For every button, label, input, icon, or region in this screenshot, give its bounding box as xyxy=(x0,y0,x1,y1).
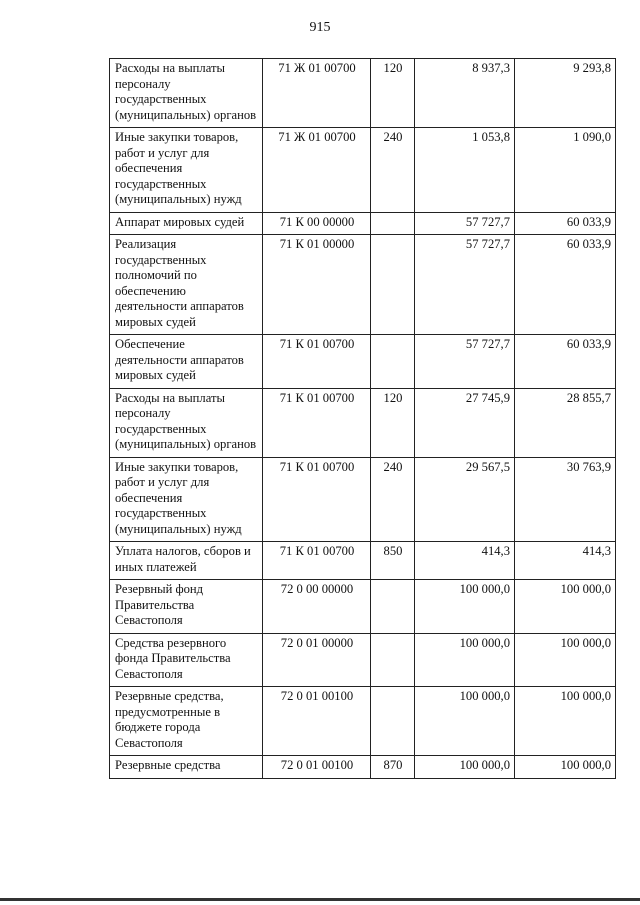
cell-year2: 28 855,7 xyxy=(515,388,616,457)
cell-type: 870 xyxy=(371,756,415,779)
cell-year2: 60 033,9 xyxy=(515,212,616,235)
table-row xyxy=(110,335,616,389)
cell-year2: 414,3 xyxy=(515,542,616,580)
cell-code: 71 Ж 01 00700 xyxy=(263,128,371,213)
budget-table xyxy=(109,58,616,779)
cell-type xyxy=(371,633,415,687)
table-body xyxy=(110,59,616,779)
cell-type xyxy=(371,687,415,756)
cell-name: Иные закупки товаров, работ и услуг для обеспечения государственных (муниципальных) нужд xyxy=(110,457,263,542)
cell-year2: 1 090,0 xyxy=(515,128,616,213)
cell-code: 71 К 00 00000 xyxy=(263,212,371,235)
cell-year2: 9 293,8 xyxy=(515,59,616,128)
cell-year2: 60 033,9 xyxy=(515,235,616,335)
cell-type xyxy=(371,235,415,335)
cell-code: 71 К 01 00000 xyxy=(263,235,371,335)
cell-code: 72 0 01 00100 xyxy=(263,687,371,756)
cell-type: 240 xyxy=(371,128,415,213)
cell-year2: 60 033,9 xyxy=(515,335,616,389)
cell-year1: 100 000,0 xyxy=(415,756,515,779)
cell-code: 71 Ж 01 00700 xyxy=(263,59,371,128)
cell-year2: 100 000,0 xyxy=(515,756,616,779)
cell-name: Резервные средства xyxy=(110,756,263,779)
cell-code: 71 К 01 00700 xyxy=(263,457,371,542)
table-row xyxy=(110,542,616,580)
cell-year1: 27 745,9 xyxy=(415,388,515,457)
table-row xyxy=(110,212,616,235)
cell-year1: 57 727,7 xyxy=(415,212,515,235)
cell-type: 240 xyxy=(371,457,415,542)
cell-year1: 414,3 xyxy=(415,542,515,580)
table-row xyxy=(110,59,616,128)
cell-type: 120 xyxy=(371,59,415,128)
cell-year2: 100 000,0 xyxy=(515,633,616,687)
cell-type xyxy=(371,335,415,389)
table-row xyxy=(110,580,616,634)
table-row xyxy=(110,388,616,457)
cell-type xyxy=(371,212,415,235)
cell-name: Аппарат мировых судей xyxy=(110,212,263,235)
cell-year1: 100 000,0 xyxy=(415,633,515,687)
table-row xyxy=(110,128,616,213)
cell-name: Обеспечение деятельности аппаратов мировых судей xyxy=(110,335,263,389)
cell-name: Расходы на выплаты персоналу государственных (муниципальных) органов xyxy=(110,388,263,457)
cell-name: Расходы на выплаты персоналу государственных (муниципальных) органов xyxy=(110,59,263,128)
cell-code: 71 К 01 00700 xyxy=(263,542,371,580)
cell-code: 71 К 01 00700 xyxy=(263,335,371,389)
cell-name: Уплата налогов, сборов и иных платежей xyxy=(110,542,263,580)
cell-name: Резервный фонд Правительства Севастополя xyxy=(110,580,263,634)
cell-code: 71 К 01 00700 xyxy=(263,388,371,457)
table-row xyxy=(110,633,616,687)
cell-year1: 8 937,3 xyxy=(415,59,515,128)
cell-name: Средства резервного фонда Правительства Севастополя xyxy=(110,633,263,687)
cell-type: 850 xyxy=(371,542,415,580)
cell-name: Иные закупки товаров, работ и услуг для обеспечения государственных (муниципальных) нужд xyxy=(110,128,263,213)
table-row xyxy=(110,687,616,756)
cell-year1: 100 000,0 xyxy=(415,687,515,756)
cell-name: Реализация государственных полномочий по обеспечению деятельности аппаратов мировых судей xyxy=(110,235,263,335)
page-number: 915 xyxy=(309,20,331,35)
table-row xyxy=(110,756,616,779)
cell-code: 72 0 01 00100 xyxy=(263,756,371,779)
cell-code: 72 0 01 00000 xyxy=(263,633,371,687)
page-edge-line xyxy=(0,898,640,901)
cell-year2: 30 763,9 xyxy=(515,457,616,542)
cell-name: Резервные средства, предусмотренные в бюджете города Севастополя xyxy=(110,687,263,756)
cell-year1: 57 727,7 xyxy=(415,235,515,335)
cell-type: 120 xyxy=(371,388,415,457)
table-row xyxy=(110,235,616,335)
cell-year2: 100 000,0 xyxy=(515,687,616,756)
cell-code: 72 0 00 00000 xyxy=(263,580,371,634)
cell-type xyxy=(371,580,415,634)
cell-year2: 100 000,0 xyxy=(515,580,616,634)
table-row xyxy=(110,457,616,542)
cell-year1: 57 727,7 xyxy=(415,335,515,389)
cell-year1: 29 567,5 xyxy=(415,457,515,542)
cell-year1: 1 053,8 xyxy=(415,128,515,213)
cell-year1: 100 000,0 xyxy=(415,580,515,634)
